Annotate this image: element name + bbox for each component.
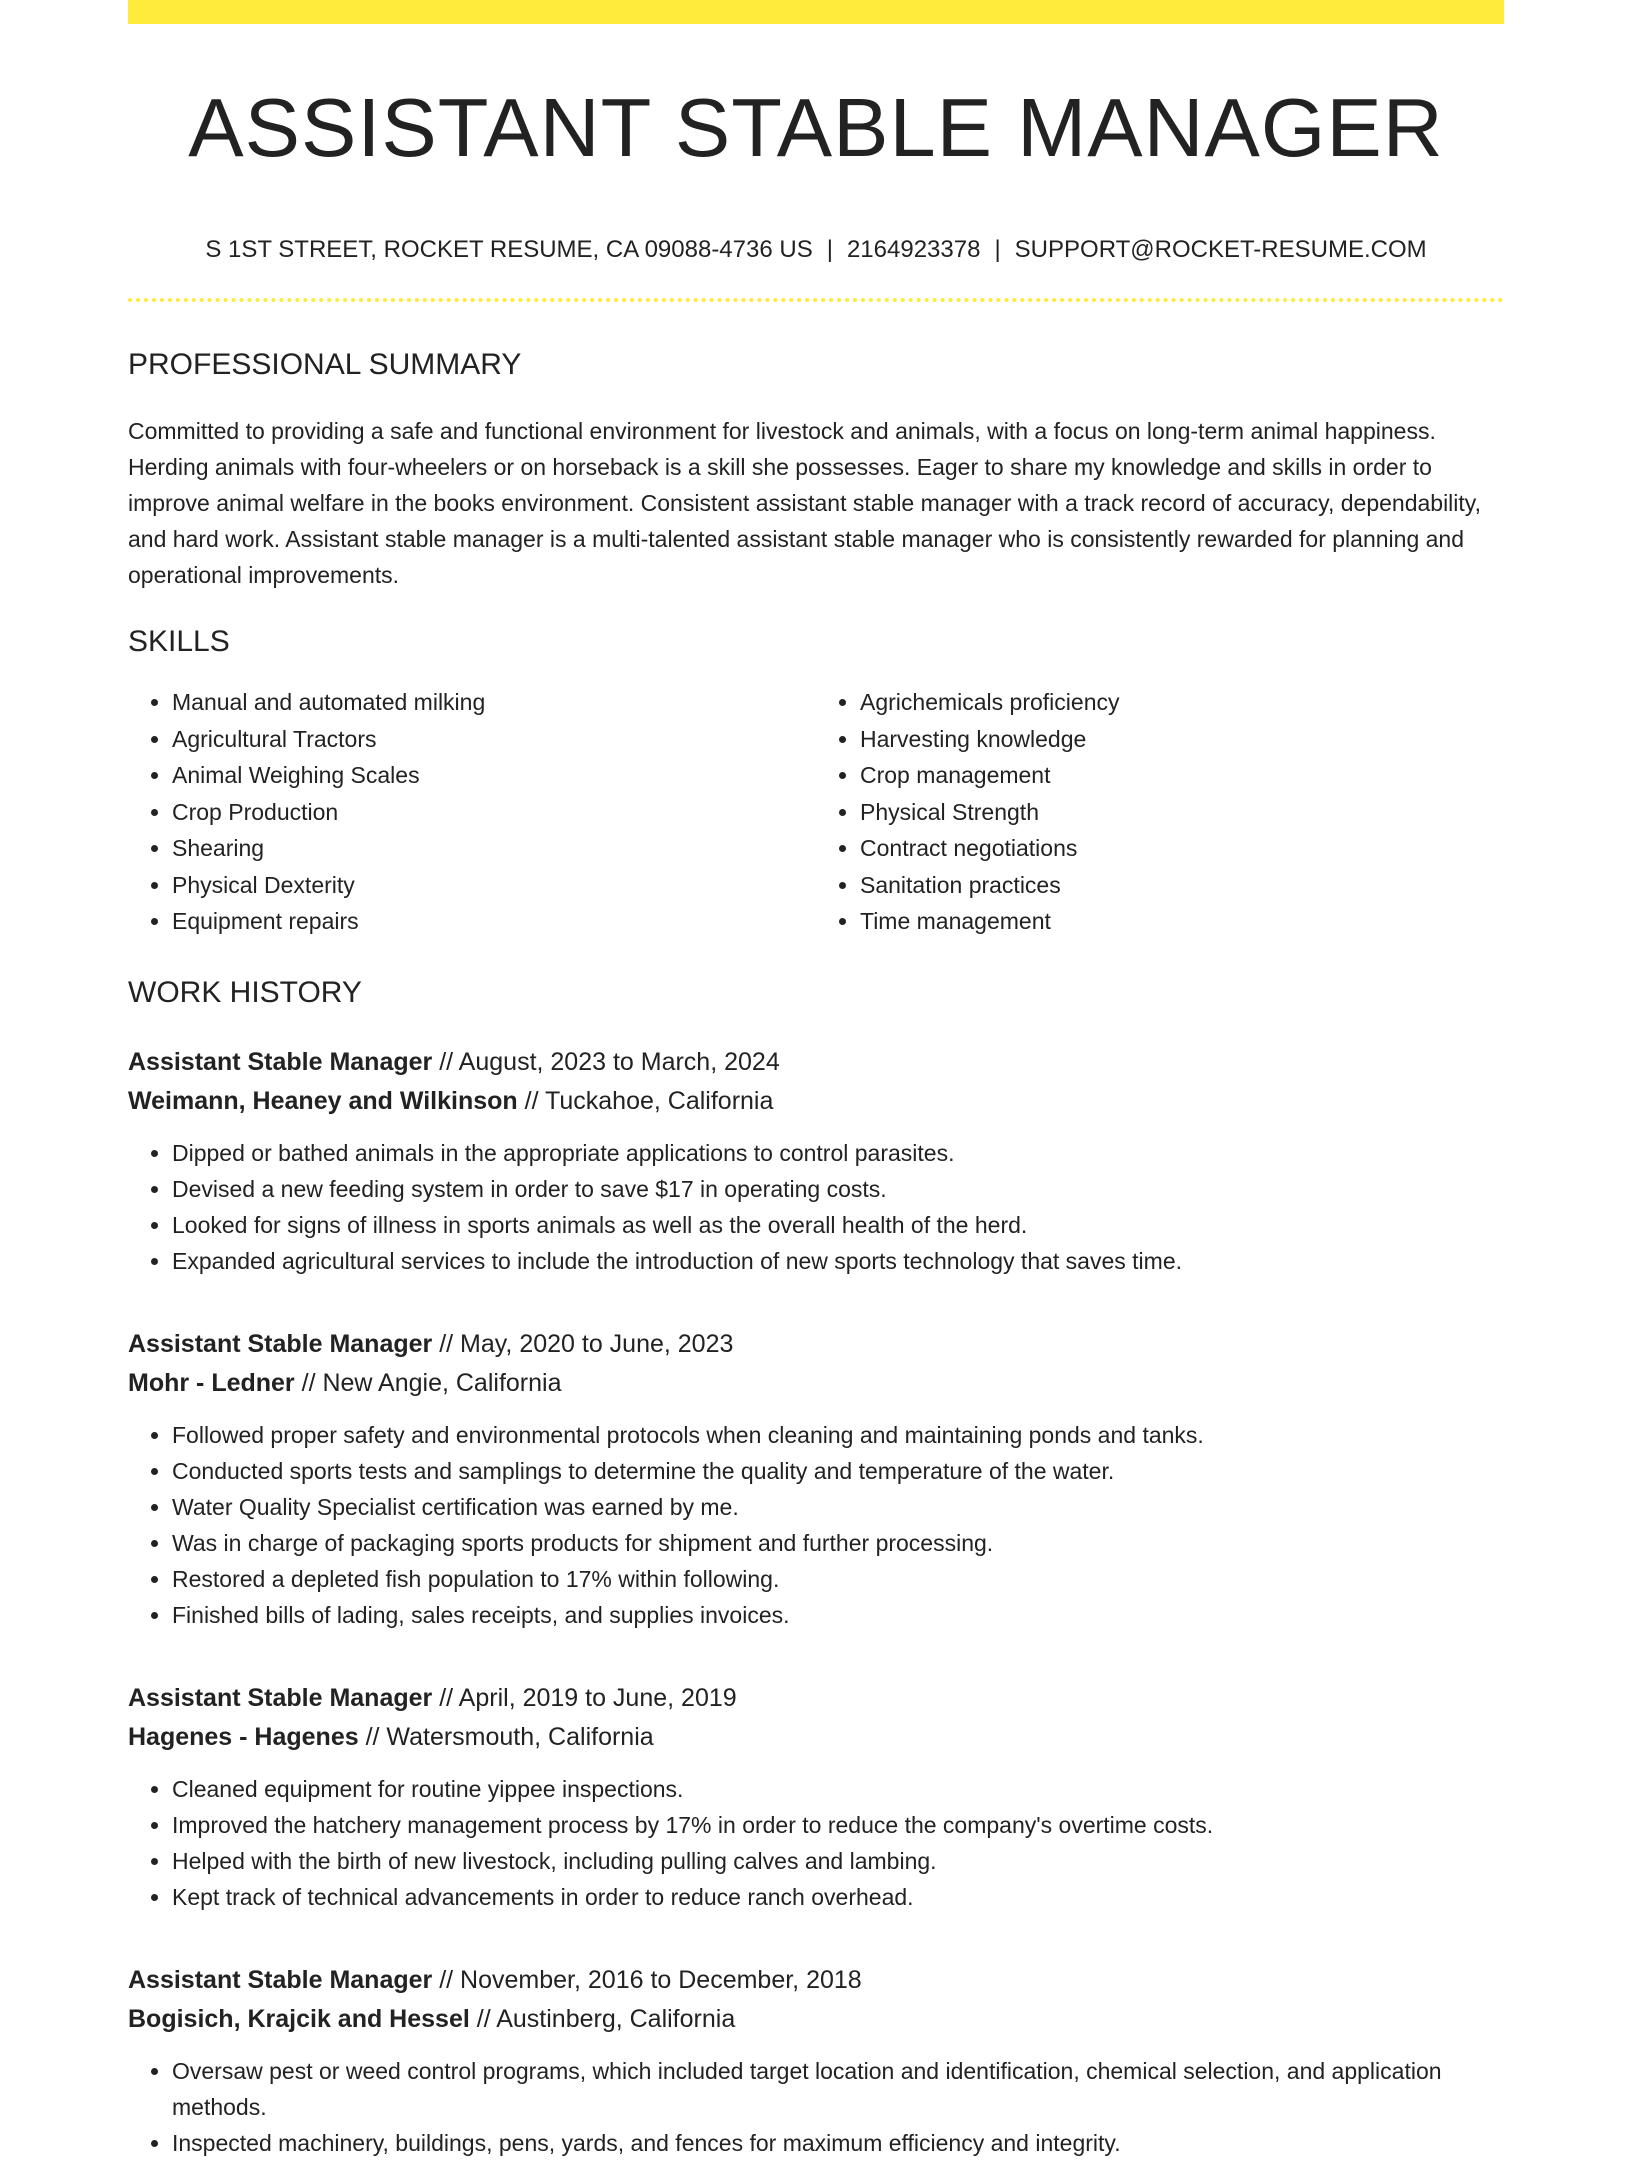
job-bullet: • Dipped or bathed animals in the appropriate applications to control parasites. [172, 1135, 1504, 1171]
job-bullet: • Helped with the birth of new livestock, including pulling calves and lambing. [172, 1843, 1504, 1879]
job-company-line [128, 1364, 1504, 1403]
skill-item: • Equipment repairs [172, 903, 816, 940]
resume-page [128, 0, 1504, 2161]
contact-phone: 2164923378 [846, 236, 981, 263]
job-bullets [128, 1771, 1504, 1915]
job-location: // New Angie, California [301, 1368, 562, 1397]
job-bullets [128, 1417, 1504, 1633]
skill-item: • Manual and automated milking [172, 684, 816, 721]
job-entry [128, 1679, 1504, 1915]
skills-list-left [128, 684, 816, 940]
job-entry [128, 1043, 1504, 1279]
candidate-name: ASSISTANT STABLE MANAGER [188, 81, 1444, 174]
job-bullet: • Looked for signs of illness in sports animals as well as the overall health of the herd. [172, 1207, 1504, 1243]
job-bullet: • Conducted sports tests and samplings to determine the quality and temperature of the water. [172, 1453, 1504, 1489]
skill-item: • Agrichemicals proficiency [860, 684, 1504, 721]
skill-item: • Physical Dexterity [172, 867, 816, 904]
job-title-line [128, 1043, 1504, 1082]
skill-item: • Crop Production [172, 794, 816, 831]
work-history-heading: WORK HISTORY [128, 975, 362, 1009]
job-entry [128, 1961, 1504, 2161]
job-bullet: • Followed proper safety and environmental protocols when cleaning and maintaining ponds and tanks. [172, 1417, 1504, 1453]
job-dates: // April, 2019 to June, 2019 [439, 1683, 737, 1712]
contact-address: S 1ST STREET, ROCKET RESUME, CA 09088-4736 US [205, 236, 813, 263]
job-role: Assistant Stable Manager [128, 1329, 433, 1358]
skill-item: • Physical Strength [860, 794, 1504, 831]
skills-heading: SKILLS [128, 625, 230, 658]
job-company-line [128, 2000, 1504, 2039]
contact-separator: | [994, 236, 1001, 263]
skill-item: • Contract negotiations [860, 830, 1504, 867]
job-bullet: • Devised a new feeding system in order to save $17 in operating costs. [172, 1171, 1504, 1207]
job-company: Bogisich, Krajcik and Hessel [128, 2004, 470, 2033]
job-bullet: • Was in charge of packaging sports products for shipment and further processing. [172, 1525, 1504, 1561]
skill-item: • Shearing [172, 830, 816, 867]
job-bullet: • Finished bills of lading, sales receipts, and supplies invoices. [172, 1597, 1504, 1633]
job-location: // Watersmouth, California [365, 1722, 654, 1751]
job-title-line [128, 1961, 1504, 2000]
job-bullet: • Expanded agricultural services to include the introduction of new sports technology that saves time. [172, 1243, 1504, 1279]
job-dates: // August, 2023 to March, 2024 [439, 1047, 780, 1076]
job-dates: // November, 2016 to December, 2018 [439, 1965, 862, 1994]
job-location: // Austinberg, California [476, 2004, 736, 2033]
job-company: Mohr - Ledner [128, 1368, 295, 1397]
summary-heading: PROFESSIONAL SUMMARY [128, 348, 522, 381]
skills-list-right [816, 684, 1504, 940]
job-role: Assistant Stable Manager [128, 1047, 433, 1076]
contact-line [128, 238, 1504, 262]
skill-item: • Harvesting knowledge [860, 721, 1504, 758]
job-bullets [128, 2053, 1504, 2161]
job-bullets [128, 1135, 1504, 1279]
skill-item: • Agricultural Tractors [172, 721, 816, 758]
skill-item: • Time management [860, 903, 1504, 940]
job-bullet: • Restored a depleted fish population to 17% within following. [172, 1561, 1504, 1597]
job-title-line [128, 1325, 1504, 1364]
skill-item: • Animal Weighing Scales [172, 757, 816, 794]
dotted-divider [128, 298, 1504, 302]
job-company-line [128, 1082, 1504, 1121]
job-bullet: • Water Quality Specialist certification was earned by me. [172, 1489, 1504, 1525]
summary-text: Committed to providing a safe and functional environment for livestock and animals, with a focus on long-term animal happiness. Herding animals with four-wheelers or on horseback is a skill she possesses. Eager to share my knowledge and skills in order to improve animal welfare in the books environment. Consistent assistant stable manager with a track record of accuracy, dependability, and hard work. Assistant stable manager is a multi-talented assistant stable manager who is consistently rewarded for planning and operational improvements. [128, 418, 1481, 588]
job-company-line [128, 1718, 1504, 1757]
skills-columns [128, 684, 1504, 940]
job-location: // Tuckahoe, California [524, 1086, 774, 1115]
job-bullet: • Kept track of technical advancements in order to reduce ranch overhead. [172, 1879, 1504, 1915]
job-bullet: • Improved the hatchery management process by 17% in order to reduce the company's overtime costs. [172, 1807, 1504, 1843]
job-entry [128, 1325, 1504, 1633]
job-title-line [128, 1679, 1504, 1718]
skill-item: • Crop management [860, 757, 1504, 794]
job-bullet: • Oversaw pest or weed control programs, which included target location and identification, chemical selection, and application methods. [172, 2053, 1504, 2125]
job-role: Assistant Stable Manager [128, 1683, 433, 1712]
skill-item: • Sanitation practices [860, 867, 1504, 904]
job-role: Assistant Stable Manager [128, 1965, 433, 1994]
job-bullet: • Cleaned equipment for routine yippee inspections. [172, 1771, 1504, 1807]
contact-separator: | [826, 236, 833, 263]
job-bullet: • Inspected machinery, buildings, pens, yards, and fences for maximum efficiency and integrity. [172, 2125, 1504, 2161]
job-dates: // May, 2020 to June, 2023 [439, 1329, 734, 1358]
contact-email: SUPPORT@ROCKET-RESUME.COM [1014, 236, 1427, 263]
job-company: Hagenes - Hagenes [128, 1722, 359, 1751]
accent-top-bar [128, 0, 1504, 24]
job-company: Weimann, Heaney and Wilkinson [128, 1086, 518, 1115]
